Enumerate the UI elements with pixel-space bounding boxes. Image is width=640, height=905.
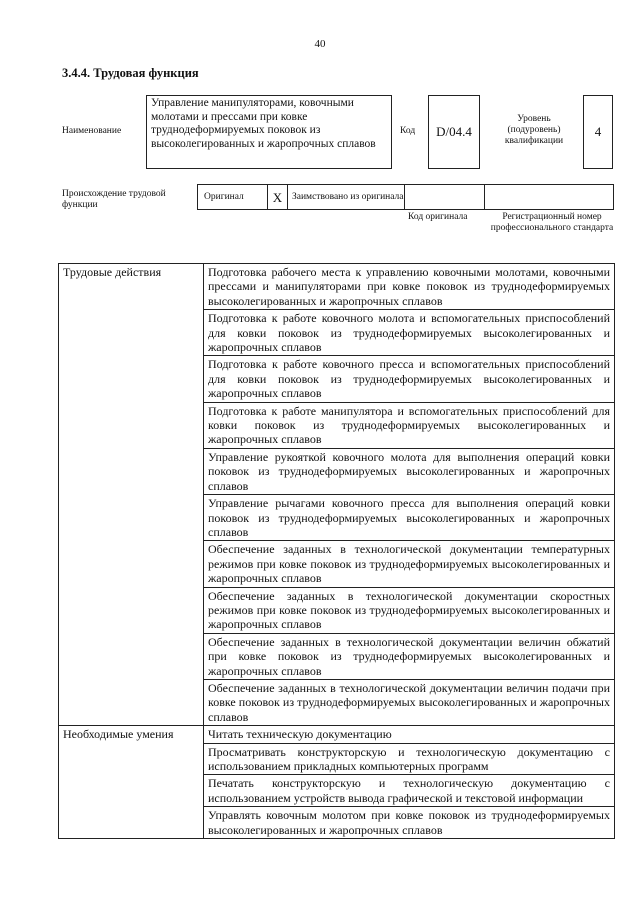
labor-action-row-text: Обеспечение заданных в технологической документации величин обжатий при ковке поковок из труднодеформируемых высоколегированных и жаропрочных сплавов <box>204 633 615 679</box>
labor-action-row-text: Подготовка к работе ковочного молота и вспомогательных приспособлений для ковки поковок из труднодеформируемых высоколегированных и жаропрочных сплавов <box>204 310 615 356</box>
labor-action-row-text: Подготовка рабочего места к управлению ковочными молотами, ковочными прессами и манипуляторами при ковке поковок из труднодеформируемых высоколегированных и жаропрочных сплавов <box>204 264 615 310</box>
level-value: 4 <box>594 124 602 139</box>
reg-number-cell <box>485 185 613 209</box>
code-original-cell <box>405 185 485 209</box>
skill-row-text: Печатать конструкторскую и технологическую документацию с использованием устройств вывода графической и текстовой информации <box>204 775 615 807</box>
function-name-value: Управление манипуляторами, ковочными молотами и прессами при ковке труднодеформируемых поковок из высоколегированных и жаропрочных сплавов <box>151 97 376 150</box>
code-box <box>428 95 480 169</box>
labor-action-row-text: Обеспечение заданных в технологической документации скоростных режимов при ковке поковок из труднодеформируемых высоколегированных и жаропрочных сплавов <box>204 587 615 633</box>
labor-action-row-text: Подготовка к работе манипулятора и вспомогательных приспособлений для ковки поковок из труднодеформируемых высоколегированных и жаропрочных сплавов <box>204 402 615 448</box>
function-name-box <box>146 95 392 169</box>
page-number: 40 <box>314 38 326 50</box>
name-label: Наименование <box>62 126 122 136</box>
skills-label: Необходимые умения <box>59 726 204 839</box>
origin-label: Происхождение трудовой функции <box>62 189 166 210</box>
skill-row <box>59 726 615 743</box>
code-original-label: Код оригинала <box>408 212 468 222</box>
origin-row <box>197 184 614 210</box>
code-label: Код <box>400 126 416 136</box>
original-mark: X <box>272 189 283 205</box>
function-table <box>58 263 615 839</box>
borrowed-cell <box>288 185 405 209</box>
labor-action-row-text: Управление рычагами ковочного пресса для выполнения операций ковки поковок из труднодеформируемых высоколегированных и жаропрочных сплавов <box>204 495 615 541</box>
section-title: 3.4.4. Трудовая функция <box>62 66 199 80</box>
skill-row-text: Просматривать конструкторскую и технологическую документацию с использованием прикладных компьютерных программ <box>204 743 615 775</box>
labor-action-row-text: Обеспечение заданных в технологической документации величин подачи при ковке поковок из труднодеформируемых высоколегированных и жаропрочных сплавов <box>204 679 615 725</box>
labor-action-row-text: Обеспечение заданных в технологической документации температурных режимов при ковке поковок из труднодеформируемых высоколегированных и жаропрочных сплавов <box>204 541 615 587</box>
skill-row-text: Управлять ковочным молотом при ковке поковок из труднодеформируемых высоколегированных и жаропрочных сплавов <box>204 807 615 839</box>
level-box <box>583 95 613 169</box>
borrowed-label: Заимствовано из оригинала <box>292 191 404 202</box>
labor-action-row <box>59 264 615 310</box>
original-mark-cell <box>268 185 288 209</box>
function-table-body <box>59 264 615 839</box>
labor-action-row-text: Управление рукояткой ковочного молота для выполнения операций ковки поковок из труднодеформируемых высоколегированных и жаропрочных сплавов <box>204 448 615 494</box>
labor-actions-label: Трудовые действия <box>59 264 204 726</box>
original-label: Оригинал <box>204 191 244 202</box>
labor-action-row-text: Подготовка к работе ковочного пресса и вспомогательных приспособлений для ковки поковок из труднодеформируемых высоколегированных и жаропрочных сплавов <box>204 356 615 402</box>
code-value: D/04.4 <box>436 124 472 139</box>
original-cell <box>198 185 268 209</box>
level-label: Уровень (подуровень) квалификации <box>504 114 564 146</box>
reg-number-label: Регистрационный номер профессионального стандарта <box>490 212 614 233</box>
skill-row-text: Читать техническую документацию <box>204 726 615 743</box>
